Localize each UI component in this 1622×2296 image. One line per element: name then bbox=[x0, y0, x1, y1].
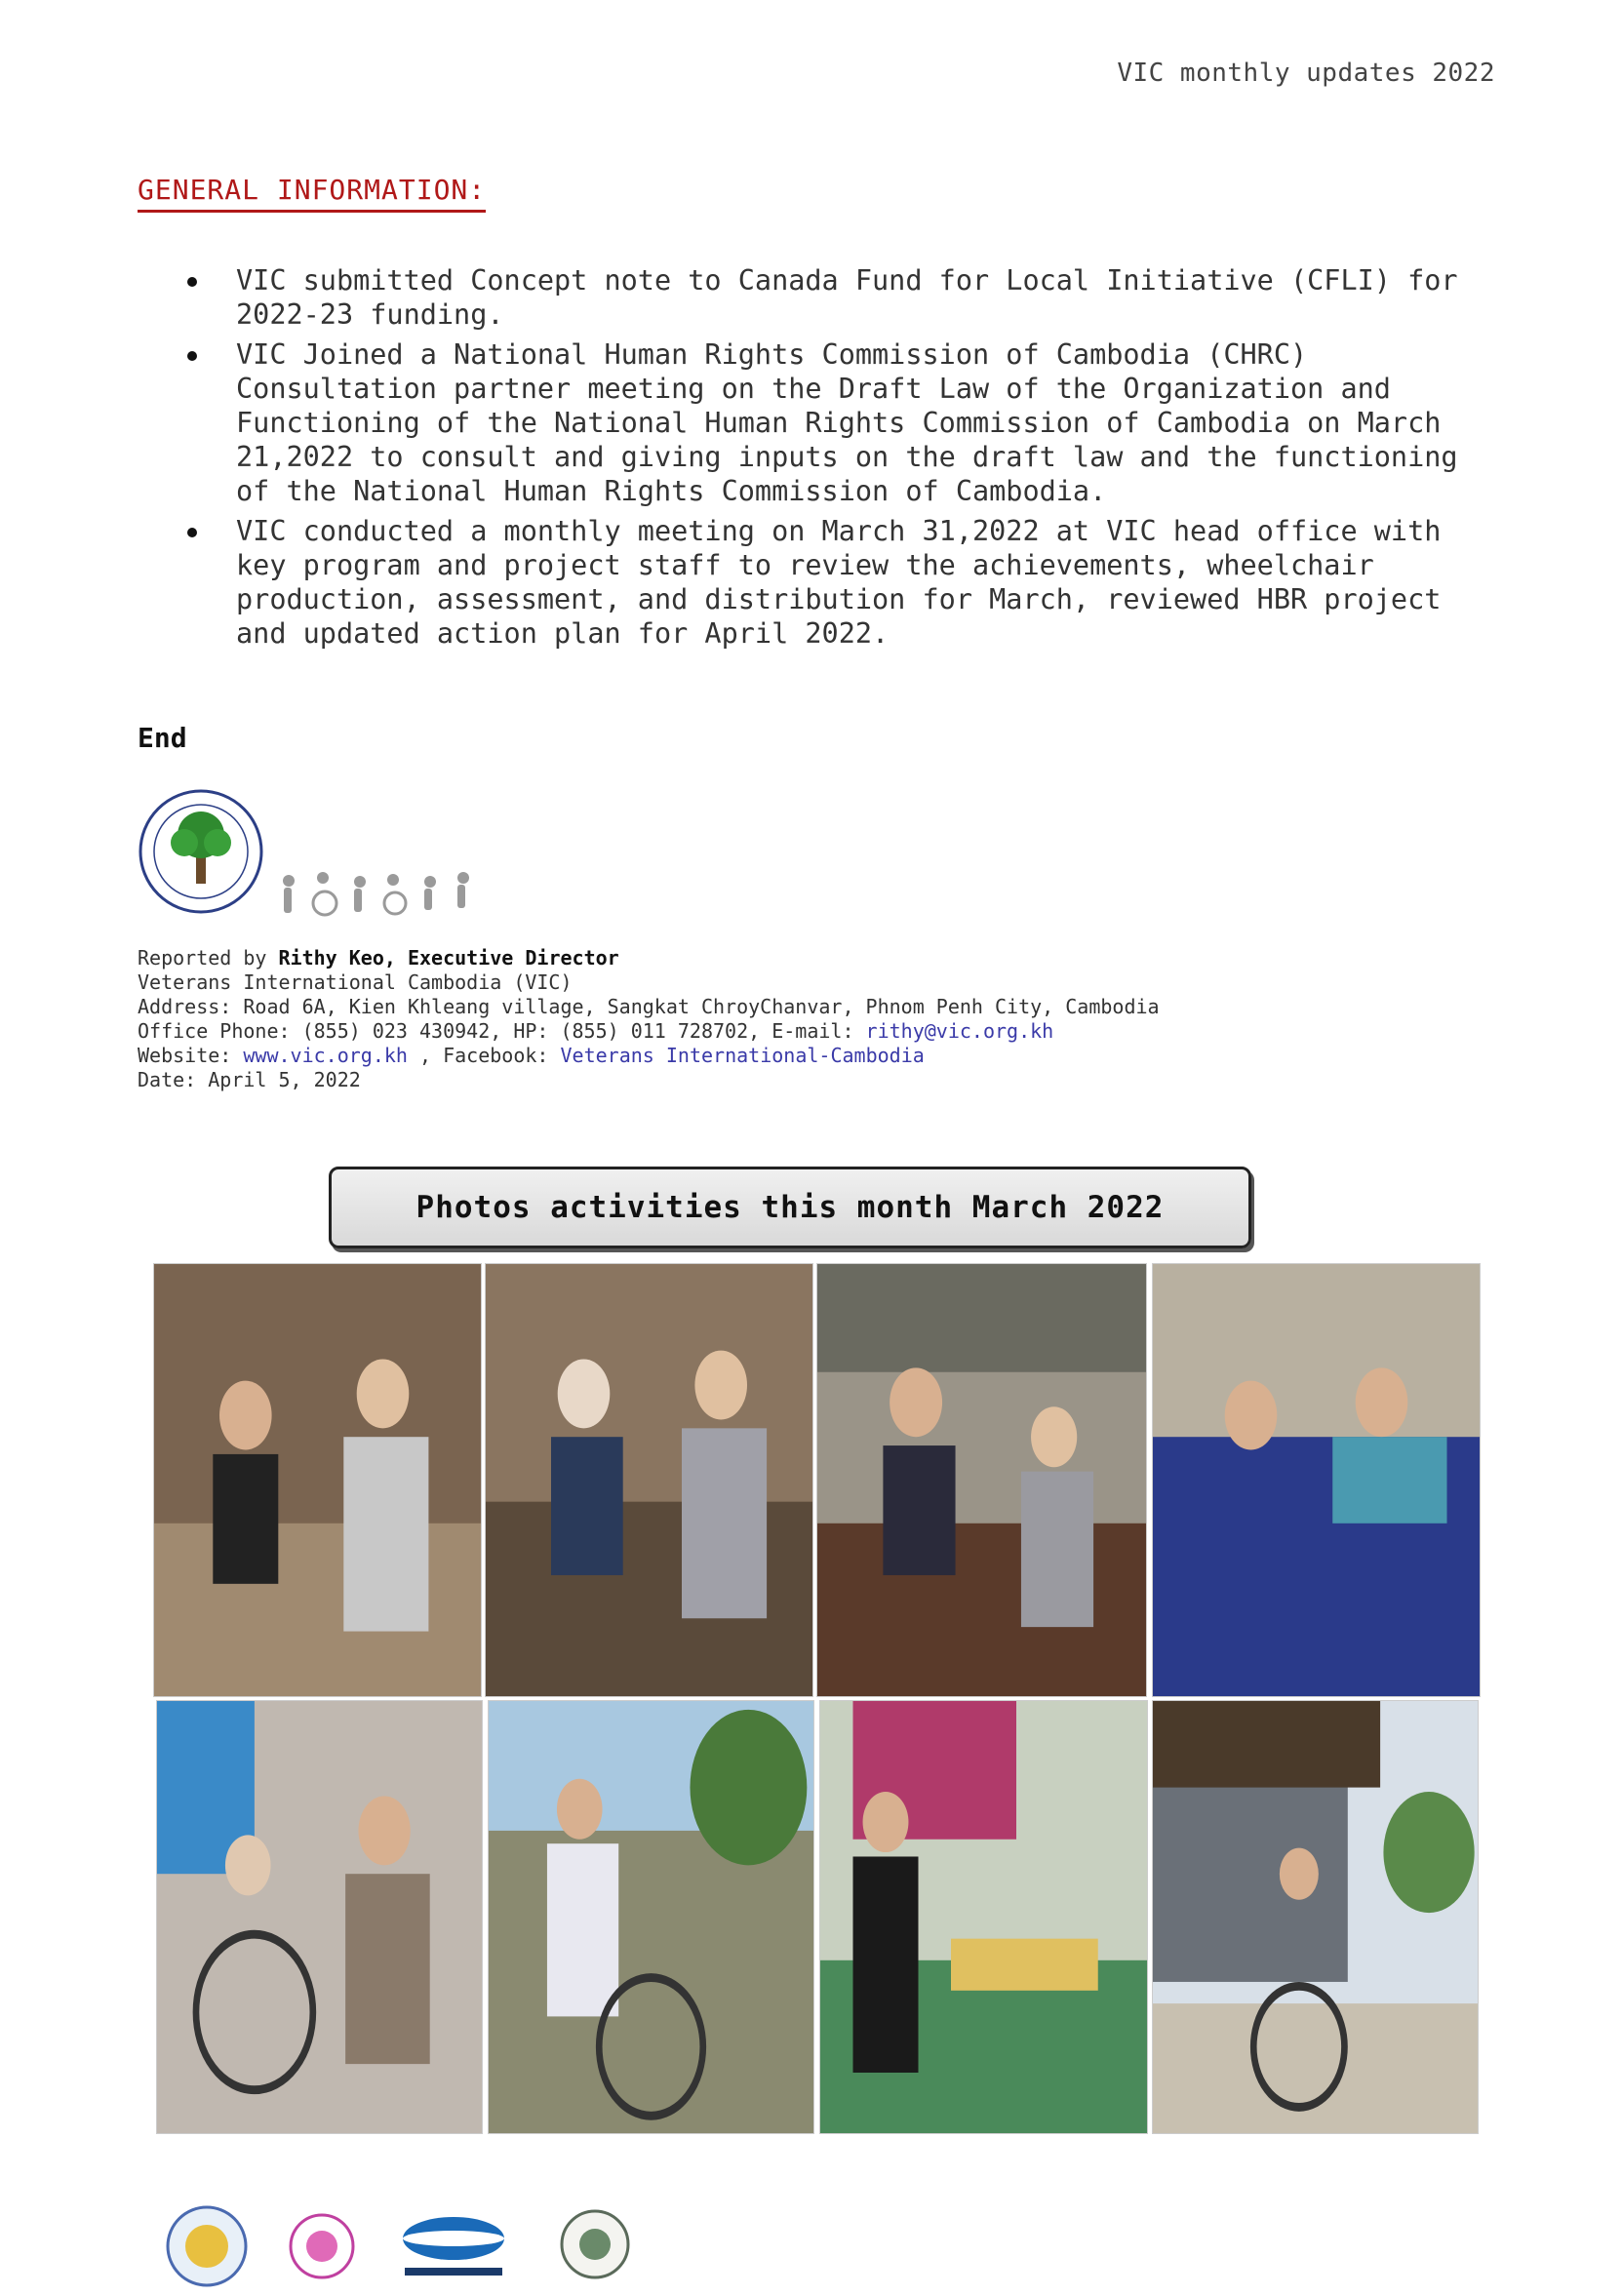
partner-logos bbox=[156, 2199, 644, 2292]
end-label: End bbox=[138, 722, 187, 754]
bullet-dot-icon bbox=[187, 277, 197, 287]
photo-image-icon bbox=[489, 1701, 813, 2133]
partner-circle-logo-icon bbox=[562, 2211, 628, 2277]
photo-image-icon bbox=[1153, 1264, 1480, 1696]
photo-image-icon bbox=[486, 1264, 812, 1696]
section-title: GENERAL INFORMATION: bbox=[138, 174, 486, 213]
organization-line: Veterans International Cambodia (VIC) bbox=[138, 970, 573, 994]
nihon-reuse-system-logo-icon bbox=[403, 2217, 504, 2276]
activity-photo bbox=[1152, 1700, 1479, 2134]
bullet-item bbox=[185, 337, 1502, 508]
bullet-dot-icon bbox=[187, 528, 197, 537]
website-prefix: Website: bbox=[138, 1044, 244, 1067]
bullet-item bbox=[185, 263, 1502, 332]
photo-image-icon bbox=[817, 1264, 1146, 1696]
reporter-name: Rithy Keo, Executive Director bbox=[278, 946, 619, 970]
photo-image-icon bbox=[820, 1701, 1147, 2133]
activity-photo bbox=[153, 1263, 482, 1697]
phone-line bbox=[138, 1019, 1160, 1044]
photo-image-icon bbox=[1153, 1701, 1478, 2133]
activity-photo bbox=[488, 1700, 814, 2134]
activity-photo bbox=[816, 1263, 1147, 1697]
vic-logo bbox=[138, 788, 508, 925]
bullet-item bbox=[185, 514, 1502, 651]
reported-by-line bbox=[138, 946, 1160, 970]
photos-caption-box bbox=[329, 1167, 1251, 1248]
activity-photo bbox=[485, 1263, 813, 1697]
bullet-dot-icon bbox=[187, 351, 197, 361]
photos-caption: Photos activities this month March 2022 bbox=[415, 1190, 1165, 1225]
running-header: VIC monthly updates 2022 bbox=[1117, 59, 1495, 88]
activity-photo bbox=[156, 1700, 483, 2134]
info-bullet-list bbox=[185, 263, 1502, 656]
email-link[interactable]: rithy@vic.org.kh bbox=[865, 1019, 1054, 1043]
website-line bbox=[138, 1044, 1160, 1068]
address-line: Address: Road 6A, Kien Khleang village, Sangkat ChroyChanvar, Phnom Penh City, Cambodia bbox=[138, 995, 1160, 1018]
phone-text: Office Phone: (855) 023 430942, HP: (855) 011 728702, E-mail: bbox=[138, 1019, 866, 1043]
partner-seal-logo-icon bbox=[168, 2207, 246, 2285]
reported-by-prefix: Reported by bbox=[138, 946, 279, 970]
date-line: Date: April 5, 2022 bbox=[138, 1068, 361, 1091]
partner-logos-icon bbox=[156, 2199, 644, 2292]
bullet-text: VIC Joined a National Human Rights Commission of Cambodia (CHRC) Consultation partner meeting on the Draft Law of the Organization and Functioning of the National Human Rights Commission of Cambodia on March 21,2022 to consult and giving inputs on the draft law and the functioning of the National Human Rights Commission of Cambodia. bbox=[236, 338, 1458, 507]
vic-tree-logo-icon bbox=[138, 788, 508, 925]
facebook-prefix: , Facebook: bbox=[407, 1044, 561, 1067]
photo-image-icon bbox=[157, 1701, 482, 2133]
gupta-family-foundation-logo-icon bbox=[291, 2215, 353, 2277]
facebook-link[interactable]: Veterans International-Cambodia bbox=[560, 1044, 925, 1067]
report-block bbox=[138, 946, 1160, 1092]
website-link[interactable]: www.vic.org.kh bbox=[243, 1044, 408, 1067]
bullet-text: VIC submitted Concept note to Canada Fund for Local Initiative (CFLI) for 2022-23 funding. bbox=[236, 264, 1458, 331]
bullet-text: VIC conducted a monthly meeting on March 31,2022 at VIC head office with key program and project staff to review the achievements, wheelchair production, assessment, and distribution for March, reviewed HBR project and updated action plan for April 2022. bbox=[236, 515, 1442, 650]
activity-photo bbox=[1152, 1263, 1481, 1697]
photo-image-icon bbox=[154, 1264, 481, 1696]
activity-photo bbox=[819, 1700, 1148, 2134]
